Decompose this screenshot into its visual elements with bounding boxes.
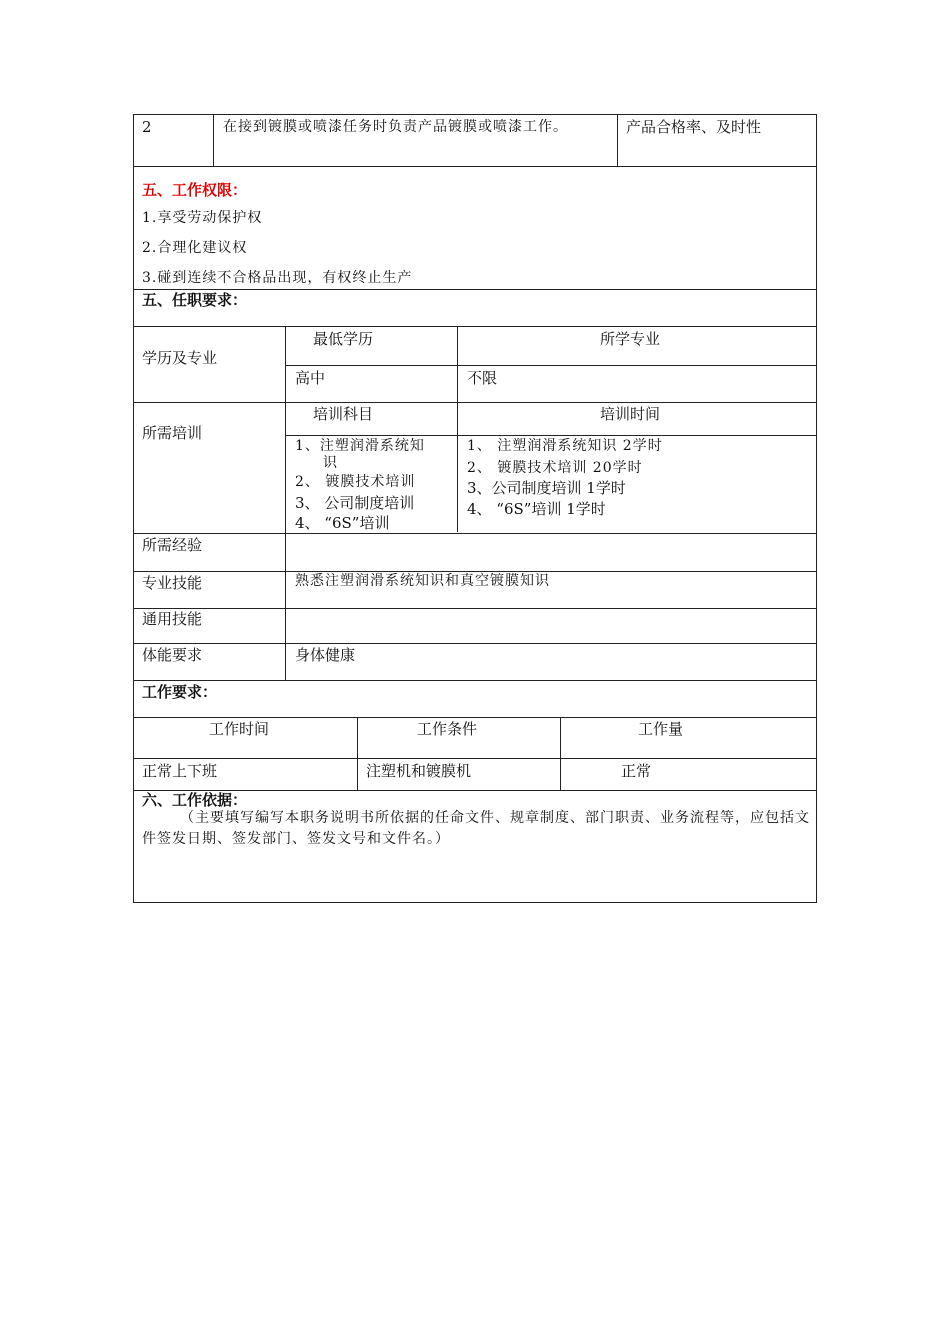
authority-item: 2.合理化建议权 [142,240,248,256]
work-req-header-condition: 工作条件 [417,720,478,738]
job-description-table [133,114,817,903]
work-req-header-load: 工作量 [638,720,684,738]
divider [133,758,817,759]
major-value: 不限 [467,369,498,387]
training-time: 2、 镀膜技术培训 20学时 [467,460,643,476]
divider [133,717,817,718]
physical-value: 身体健康 [295,646,356,664]
divider [133,608,817,609]
training-time-header: 培训时间 [600,405,661,423]
requirements-heading: 五、任职要求： [142,291,248,309]
work-req-heading: 工作要求： [142,683,218,701]
education-label: 学历及专业 [142,349,218,367]
divider [133,680,817,681]
divider [213,114,214,166]
authority-item: 3.碰到连续不合格品出现，有权终止生产 [142,270,413,286]
skill-label: 专业技能 [142,574,203,592]
work-req-value-condition: 注塑机和镀膜机 [366,762,472,780]
divider [285,365,817,366]
basis-heading: 六、工作依据： [142,791,248,809]
work-req-header-time: 工作时间 [209,720,270,738]
work-req-value-time: 正常上下班 [142,762,218,780]
skill-value: 熟悉注塑润滑系统知识和真空镀膜知识 [295,573,550,589]
authority-item: 1.享受劳动保护权 [142,210,263,226]
training-subject-header: 培训科目 [313,405,374,423]
training-subject: 3、 公司制度培训 [295,494,415,512]
divider [133,166,817,167]
duty-standard: 产品合格率、及时性 [626,118,762,136]
duty-number: 2 [142,118,152,136]
duty-content: 在接到镀膜或喷漆任务时负责产品镀膜或喷漆工作。 [223,119,568,135]
divider [133,533,817,534]
divider [133,326,817,327]
divider [285,326,286,680]
training-label: 所需培训 [142,424,203,442]
min-education-value: 高中 [295,369,326,387]
basis-note: （主要填写编写本职务说明书所依据的任命文件、规章制度、部门职责、业务流程等，应包括文件签发日期、签发部门、签发文号和文件名。） [142,810,810,847]
divider [560,717,561,790]
general-skill-label: 通用技能 [142,610,203,628]
divider [617,114,618,166]
training-subject: 4、 “6S”培训 [295,514,390,532]
divider [357,717,358,790]
major-header: 所学专业 [600,330,661,348]
training-subject: 2、 镀膜技术培训 [295,474,416,490]
min-education-header: 最低学历 [313,330,374,348]
experience-label: 所需经验 [142,536,203,554]
divider [133,402,817,403]
divider [457,326,458,532]
training-time: 3、公司制度培训 1学时 [467,479,626,497]
training-time: 4、 “6S”培训 1学时 [467,500,606,518]
training-subject: 1、注塑润滑系统知 [295,438,425,454]
divider [133,643,817,644]
physical-label: 体能要求 [142,646,203,664]
work-req-value-load: 正常 [621,762,652,780]
training-subject: 识 [323,455,338,471]
training-time: 1、 注塑润滑系统知识 2学时 [467,438,663,454]
authority-heading: 五、工作权限： [142,181,248,199]
